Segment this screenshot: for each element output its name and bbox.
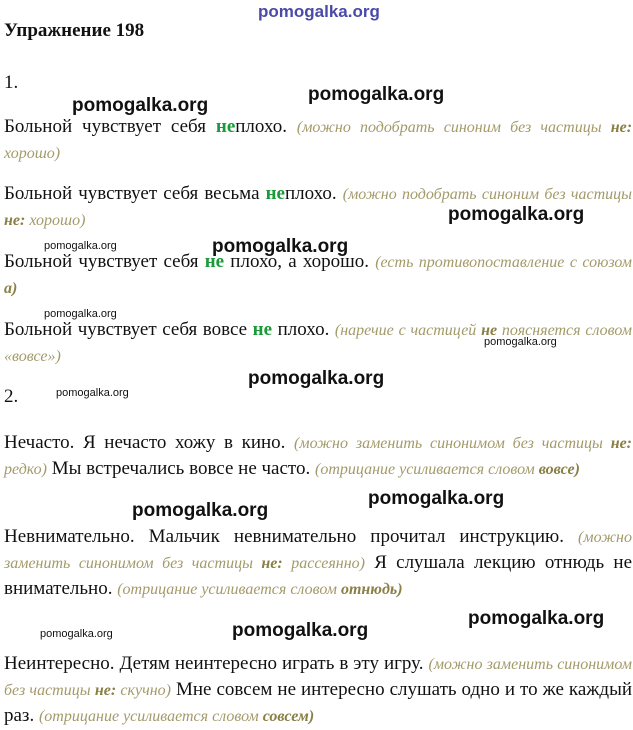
paragraph-1a: Больной чувствует себя неплохо. (можно подобрать синоним без частицы не: хорошо) — [4, 116, 633, 162]
watermark: pomogalka.org — [40, 628, 113, 640]
paragraph-1c: Больной чувствует себя не плохо, а хорошо. (есть противопоставление с союзом а) — [4, 251, 632, 297]
paragraph-1d: Больной чувствует себя вовсе не плохо. (наречие с частицей не поясняется словом «вовсе») — [4, 319, 633, 365]
watermark: pomogalka.org — [72, 95, 209, 116]
watermark: pomogalka.org — [468, 608, 605, 629]
watermark: pomogalka.org — [44, 240, 117, 252]
section-1-label: 1. — [4, 72, 19, 93]
paragraph-2a: Нечасто. Я нечасто хожу в кино. (можно заменить синонимом без частицы не: редко) Мы встречались вовсе не часто. (отрицание усиливается словом вовсе) — [4, 432, 632, 479]
watermark: pomogalka.org — [308, 84, 445, 105]
watermark: pomogalka.org — [248, 368, 385, 389]
exercise-title: Упражнение 198 — [4, 20, 145, 41]
paragraph-2b: Невнимательно. Мальчик невнимательно прочитал инструкцию. (можно заменить синонимом без частицы не: рассеянно) Я слушала лекцию отнюдь не внимательно. (отрицание усиливается словом отнюдь) — [4, 526, 633, 599]
section-2-label: 2. — [4, 386, 19, 407]
watermark: pomogalka.org — [368, 488, 505, 509]
paragraph-2c: Неинтересно. Детям неинтересно играть в эту игру. (можно заменить синонимом без частицы не: скучно) Мне совсем не интересно слушать одно и то же каждый раз. (отрицание усиливается словом совсем) — [4, 653, 633, 726]
watermark: pomogalka.org — [484, 336, 557, 348]
watermark: pomogalka.org — [44, 308, 117, 320]
watermark: pomogalka.org — [56, 387, 129, 399]
particle-ne: не — [252, 319, 273, 340]
particle-ne: не — [215, 116, 236, 137]
paragraph-1b: Больной чувствует себя весьма неплохо. (можно подобрать синоним без частицы не: хорошо) — [4, 183, 632, 229]
watermark-top: pomogalka.org — [258, 2, 380, 21]
particle-ne: не — [265, 183, 285, 204]
watermark: pomogalka.org — [132, 500, 269, 521]
watermark: pomogalka.org — [232, 620, 369, 641]
particle-ne: не — [204, 251, 225, 272]
watermark: pomogalka.org — [212, 236, 349, 257]
watermark: pomogalka.org — [448, 204, 585, 225]
